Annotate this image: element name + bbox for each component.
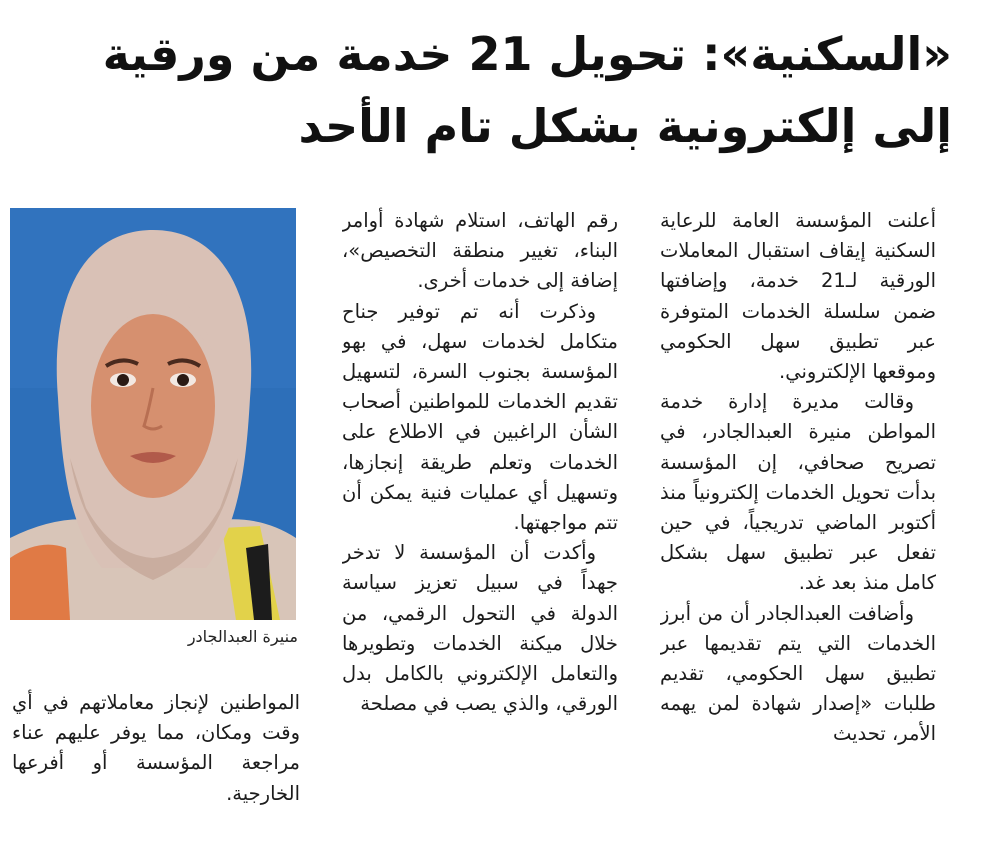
paragraph: أعلنت المؤسسة العامة للرعاية السكنية إيقاف استقبال المعاملات الورقية لـ21 خدمة، وإضافتها ضمن سلسلة الخدمات المتوفرة عبر تطبيق سهل الحكومي وموقعها الإلكتروني.: [660, 209, 936, 384]
paragraph: رقم الهاتف، استلام شهادة أوامر البناء، تغيير منطقة التخصيص»، إضافة إلى خدمات أخرى.: [342, 209, 618, 293]
paragraph: وقالت مديرة إدارة خدمة المواطن منيرة العبدالجادر، في تصريح صحافي، إن المؤسسة بدأت تحويل الخدمات إلكترونياً منذ أكتوبر الماضي تدريجياً، في حين تفعل عبر تطبيق سهل بشكل كامل منذ بعد غد.: [660, 390, 936, 595]
article-column-2: [342, 206, 618, 846]
paragraph: وذكرت أنه تم توفير جناح متكامل لخدمات سهل، في بهو المؤسسة بجنوب السرة، لتسهيل تقديم الخدمات للمواطنين أصحاب الشأن الراغبين في الاطلاع على الخدمات وتعلم طريقة إنجازها، وتسهيل أي عمليات فنية يمكن أن تتم مواجهتها.: [342, 299, 618, 535]
article-column-3: [12, 688, 300, 838]
headline-line-1: «السكنية»: تحويل 21 خدمة من ورقية: [102, 27, 952, 81]
article-column-1: [660, 206, 936, 846]
headline-line-2: إلى إلكترونية بشكل تام الأحد: [298, 99, 952, 153]
paragraph: وأضافت العبدالجادر أن من أبرز الخدمات التي يتم تقديمها عبر تطبيق سهل الحكومي، تقديم طلبات «إصدار شهادة لمن يهمه الأمر، تحديث: [660, 601, 936, 746]
photo-caption: منيرة العبدالجادر: [187, 627, 298, 646]
paragraph: وأكدت أن المؤسسة لا تدخر جهداً في سبيل تعزيز سياسة الدولة في التحول الرقمي، من خلال ميكنة الخدمات وتطويرها والتعامل الإلكتروني بالكامل بدل الورقي، والذي يصب في مصلحة: [342, 541, 618, 716]
paragraph: المواطنين لإنجاز معاملاتهم في أي وقت ومكان، مما يوفر عليهم عناء مراجعة المؤسسة أو أفرعها الخارجية.: [12, 691, 300, 805]
headline: [30, 18, 952, 162]
portrait-photo: [10, 208, 296, 620]
portrait-illustration: [10, 208, 296, 620]
